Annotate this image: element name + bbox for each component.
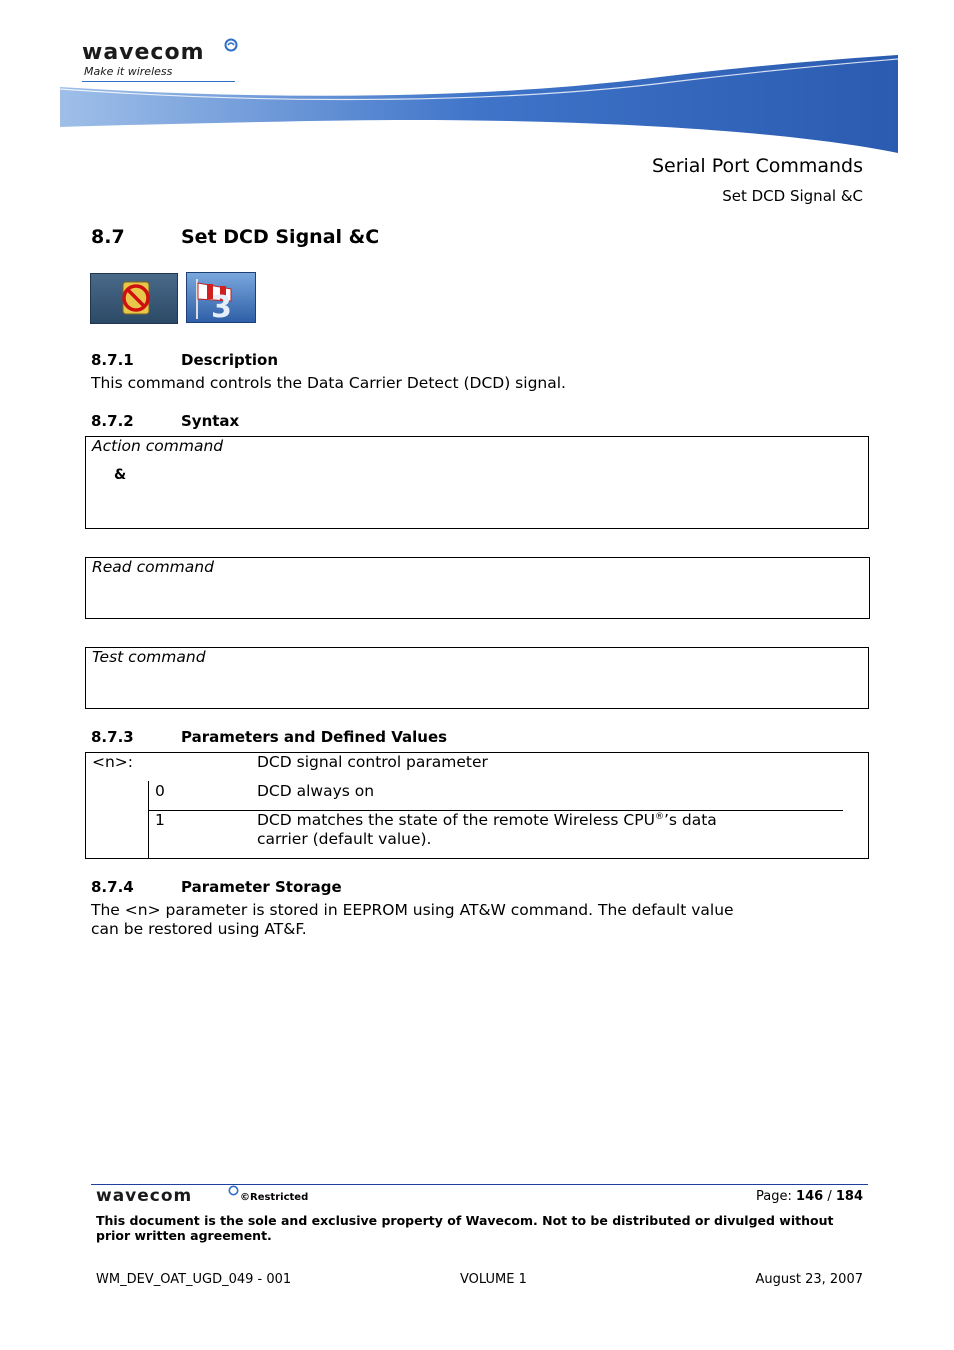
- logo-swirl-icon: [224, 38, 238, 52]
- footer-logo-wordmark: wavecom: [96, 1186, 193, 1206]
- syntax-heading: [91, 412, 240, 430]
- test-command-label: Test command: [92, 648, 206, 666]
- footer-page: [756, 1189, 863, 1204]
- section-heading: [91, 226, 380, 248]
- param-value-1-desc-line2: carrier (default value).: [257, 830, 432, 848]
- footer-date: August 23, 2007: [755, 1272, 863, 1287]
- storage-number: 8.7.4: [91, 878, 134, 896]
- storage-title: Parameter Storage: [181, 878, 342, 896]
- logo-tagline: Make it wireless: [84, 65, 173, 78]
- parameters-number: 8.7.3: [91, 728, 134, 746]
- syntax-number: 8.7.2: [91, 412, 134, 430]
- action-command-box: [85, 436, 869, 529]
- description-text: This command controls the Data Carrier Detect (DCD) signal.: [91, 374, 566, 392]
- section-title: Set DCD Signal &C: [181, 226, 380, 248]
- footer-page-current: 146: [796, 1189, 824, 1204]
- syntax-title: Syntax: [181, 412, 240, 430]
- storage-text-line1: The <n> parameter is stored in EEPROM using AT&W command. The default value: [91, 901, 734, 919]
- param-name: <n>:: [92, 753, 134, 771]
- footer-logo-swirl-icon: [228, 1185, 239, 1196]
- footer-notice-line1: This document is the sole and exclusive property of Wavecom. Not to be distributed or divulged without: [96, 1213, 834, 1228]
- storage-text-line2: can be restored using AT&F.: [91, 920, 307, 938]
- param-value-1-desc-text: DCD matches the state of the remote Wireless CPU: [257, 811, 655, 829]
- registered-mark: ®: [654, 811, 664, 822]
- logo-wordmark: wavecom: [82, 40, 205, 65]
- footer-page-sep: /: [827, 1189, 832, 1204]
- description-heading: [91, 351, 279, 369]
- footer-volume: VOLUME 1: [460, 1272, 527, 1287]
- param-desc: DCD signal control parameter: [257, 753, 488, 771]
- test-command-box: [85, 647, 869, 709]
- param-values-divider: [148, 781, 149, 859]
- footer-notice-line2: prior written agreement.: [96, 1228, 272, 1243]
- description-number: 8.7.1: [91, 351, 134, 369]
- param-value-1-desc: [257, 811, 717, 829]
- param-value-0: 0: [155, 782, 165, 800]
- section-subtitle: Set DCD Signal &C: [722, 187, 863, 205]
- action-command-label: Action command: [92, 437, 224, 455]
- footer-restricted: ©Restricted: [240, 1192, 309, 1203]
- description-title: Description: [181, 351, 279, 369]
- parameters-table: [85, 752, 869, 859]
- section-number: 8.7: [91, 226, 125, 248]
- read-command-label: Read command: [92, 558, 214, 576]
- param-value-1-desc-suffix: ’s data: [663, 811, 717, 829]
- param-value-1: 1: [155, 811, 165, 829]
- chapter-title: Serial Port Commands: [651, 155, 863, 177]
- parameters-heading: [91, 728, 448, 746]
- windsock-digit: 3: [211, 290, 232, 325]
- footer-page-total: 184: [835, 1189, 863, 1204]
- footer-page-label: Page:: [756, 1189, 792, 1204]
- read-command-box: [85, 557, 870, 619]
- parameters-title: Parameters and Defined Values: [181, 728, 448, 746]
- action-command-content: &: [114, 467, 127, 483]
- param-value-0-desc: DCD always on: [257, 782, 375, 800]
- footer-rule: [91, 1184, 868, 1185]
- header-swoosh-banner: [60, 55, 900, 155]
- windsock-icon: [186, 272, 256, 323]
- footer-logo: [96, 1186, 309, 1206]
- footer-doc-id: WM_DEV_OAT_UGD_049 - 001: [96, 1272, 292, 1287]
- pin-locked-icon: [90, 273, 178, 324]
- storage-heading: [91, 878, 342, 896]
